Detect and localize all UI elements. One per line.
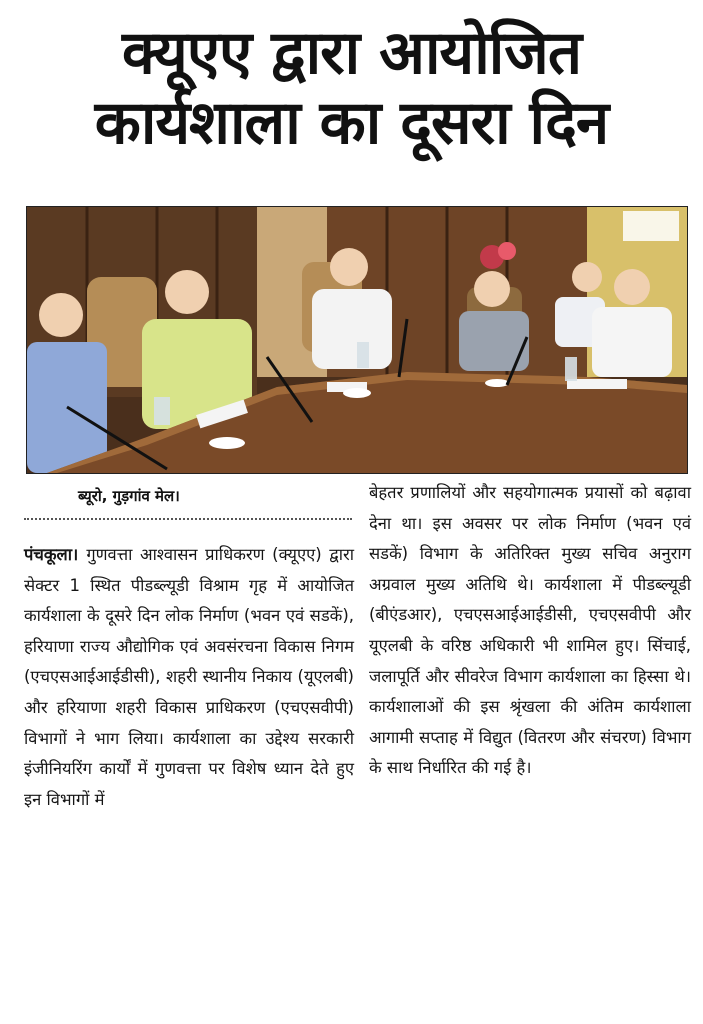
article-column-left — [24, 540, 354, 815]
article-text-right: बेहतर प्रणालियों और सहयोगात्मक प्रयासों को बढ़ावा देना था। इस अवसर पर लोक निर्माण (भवन एवं सडकें) विभाग के अतिरिक्त मुख्य सचिव अनुराग अग्रवाल मुख्य अतिथि थे। कार्यशाला में पीडब्ल्यूडी (बीएंडआर), एचएसआईआईडीसी, एचएसवीपी और यूएलबी के वरिष्ठ अधिकारी भी शामिल हुए। सिंचाई, जलापूर्ति और सीवरेज विभाग कार्यशाला का हिस्सा थे। कार्यशालाओं की इस श्रृंखला की अंतिम कार्यशाला आगामी सप्ताह में विद्युत (वितरण और संचरण) विभाग के साथ निर्धारित की गई है। — [369, 483, 691, 778]
byline-divider — [24, 518, 352, 520]
headline-line-2: कार्यशाला का दूसरा दिन — [94, 88, 609, 158]
article-column-right — [369, 478, 691, 784]
article-text-left: गुणवत्ता आश्वासन प्राधिकरण (क्यूएए) द्वारा सेक्टर 1 स्थित पीडब्ल्यूडी विश्राम गृह में आयोजित कार्यशाला के दूसरे दिन लोक निर्माण (भवन एवं सडकें), हरियाणा राज्य औद्योगिक एवं अवसंरचना विकास निगम (एचएसआईआईडीसी), शहरी स्थानीय निकाय (यूएलबी) और हरियाणा शहरी विकास प्राधिकरण (एचएसवीपी) विभागों ने भाग लिया। कार्यशाला का उद्देश्य सरकारी इंजीनियरिंग कार्यों में गुणवत्ता पर विशेष ध्यान देते हुए इन विभागों में — [24, 545, 355, 809]
meeting-photo — [26, 206, 688, 474]
headline-line-1: क्यूएए द्वारा आयोजित — [121, 18, 582, 88]
dateline: पंचकूला। — [24, 545, 87, 564]
byline: ब्यूरो, गुड़गांव मेल। — [78, 487, 180, 505]
headline — [0, 18, 703, 158]
